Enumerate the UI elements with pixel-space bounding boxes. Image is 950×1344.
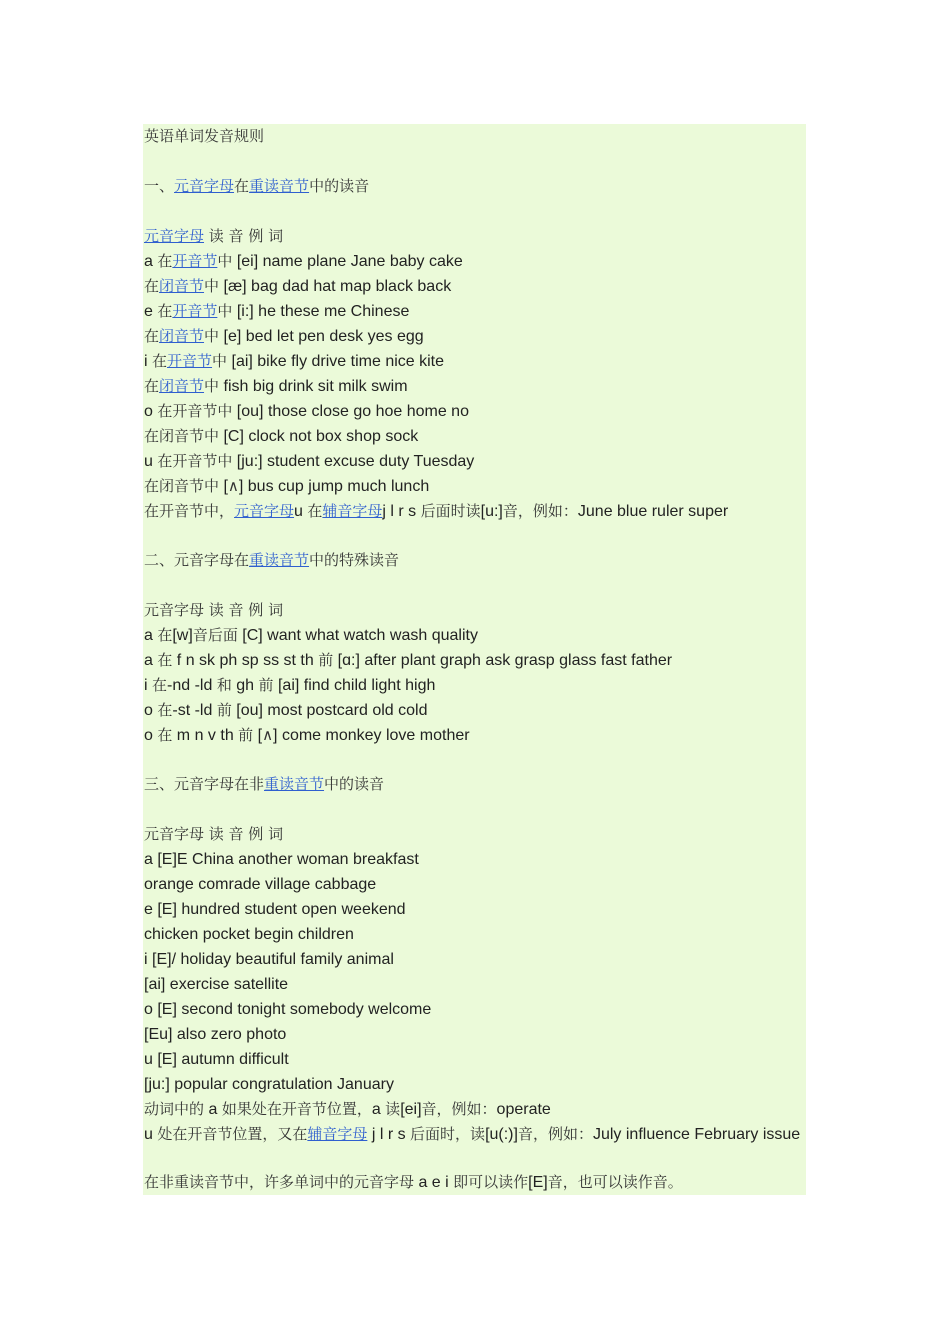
- text-span: [E]: [528, 1174, 548, 1191]
- rule-a-closed: [144, 274, 806, 299]
- text-span: u [E] autumn difficult: [144, 1051, 289, 1068]
- text-span: [w]: [172, 627, 193, 644]
- text-span: 在开音节中: [157, 452, 233, 470]
- text-span: orange comrade village cabbage: [144, 876, 377, 893]
- hyperlink[interactable]: 辅音字母: [322, 502, 383, 520]
- text-span: j l r s: [382, 503, 421, 520]
- text-span: 音，例如：: [517, 1125, 593, 1143]
- text-span: 读: [385, 1100, 401, 1118]
- text-span: [ou] most postcard old cold: [231, 702, 428, 719]
- text-span: 在: [157, 302, 173, 320]
- text-span: [ai] exercise satellite: [144, 976, 289, 993]
- text-span: m n v th: [172, 727, 239, 744]
- text-span: 前: [238, 726, 254, 744]
- text-span: a e i: [414, 1174, 454, 1191]
- text-span: -nd -ld: [167, 677, 217, 694]
- text-span: [ɑ:] after plant graph ask grasp glass fast father: [333, 652, 673, 669]
- rule-i-closed: [144, 374, 806, 399]
- note-aei: [144, 1170, 806, 1195]
- text-span: -st -ld: [172, 702, 217, 719]
- rule-e-open: [144, 299, 806, 324]
- text-span: 中: [204, 327, 220, 345]
- text-span: ∧: [227, 477, 239, 495]
- text-span: 动词中的: [144, 1100, 205, 1118]
- text-span: ] bus cup jump much lunch: [238, 478, 430, 495]
- text-span: [u(:)]: [485, 1126, 518, 1143]
- rule-o-before-st-ld: [144, 698, 806, 723]
- text-span: 在闭音节中: [144, 427, 220, 445]
- text-span: 处在开音节位置，又在: [157, 1125, 308, 1143]
- unstressed-a: [144, 847, 806, 872]
- rule-e-closed: [144, 324, 806, 349]
- text-span: [ei] name plane Jane baby cake: [232, 253, 463, 270]
- hyperlink[interactable]: 元音字母: [174, 177, 235, 195]
- text-span: a: [144, 627, 158, 644]
- text-span: 在: [152, 676, 168, 694]
- text-span: [: [219, 478, 228, 495]
- rule-a-before-cluster: [144, 648, 806, 673]
- text-span: [ai] bike fly drive time nice kite: [227, 353, 445, 370]
- unstressed-i: [144, 947, 806, 972]
- rule-a-open: [144, 249, 806, 274]
- text-span: a: [371, 1101, 386, 1118]
- text-span: [æ] bag dad hat map black back: [219, 278, 452, 295]
- text-span: 在开音节中: [157, 402, 233, 420]
- text-span: 前: [258, 676, 274, 694]
- text-span: ] come monkey love mother: [273, 727, 470, 744]
- text-span: 前: [216, 701, 232, 719]
- text-span: [C] want what watch wash quality: [237, 627, 478, 644]
- rule-o-before-mnvth: [144, 723, 806, 748]
- hyperlink[interactable]: 重读音节: [249, 177, 310, 195]
- text-span: 在开音节中，: [144, 502, 235, 520]
- text-span: 音，例如：: [421, 1100, 497, 1118]
- vowel-table-header-1: [144, 224, 806, 249]
- text-span: 中的读音: [309, 177, 370, 195]
- document-title: 英语单词发音规则: [144, 127, 265, 145]
- text-span: f n sk ph sp ss st th: [172, 652, 319, 669]
- hyperlink[interactable]: 重读音节: [249, 551, 310, 569]
- text-span: 在闭音节中: [144, 477, 220, 495]
- hyperlink[interactable]: 元音字母: [144, 227, 205, 245]
- text-span: e: [144, 303, 158, 320]
- text-span: [ei]: [400, 1101, 422, 1118]
- text-span: 中: [217, 252, 233, 270]
- text-span: 和: [216, 676, 232, 694]
- rule-o-open: [144, 399, 806, 424]
- text-span: [ai] find child light high: [273, 677, 436, 694]
- text-span: o: [144, 702, 158, 719]
- text-span: 读 音 例 词: [204, 227, 284, 245]
- text-span: 元音字母 读 音 例 词: [144, 601, 284, 619]
- text-span: a: [204, 1101, 222, 1118]
- unstressed-o: [144, 997, 806, 1022]
- hyperlink[interactable]: 闭音节: [159, 327, 205, 345]
- text-span: 在: [307, 502, 323, 520]
- text-span: j l r s: [367, 1126, 411, 1143]
- text-span: 一、: [144, 177, 175, 195]
- hyperlink[interactable]: 开音节: [172, 252, 218, 270]
- text-span: [i:] he these me Chinese: [232, 303, 410, 320]
- text-span: 后面时读: [420, 502, 481, 520]
- hyperlink[interactable]: 闭音节: [159, 277, 205, 295]
- text-span: [Eu] also zero photo: [144, 1026, 287, 1043]
- text-span: a [E]E China another woman breakfast: [144, 851, 419, 868]
- text-span: 中: [212, 352, 228, 370]
- text-span: 三、元音字母在非: [144, 775, 265, 793]
- unstressed-o-eu: [144, 1022, 806, 1047]
- text-span: 在: [157, 701, 173, 719]
- text-span: 后面时，读: [410, 1125, 486, 1143]
- document-page: [143, 124, 806, 1195]
- rule-a-after-w: [144, 623, 806, 648]
- heading-section-1: [144, 174, 806, 199]
- text-span: chicken pocket begin children: [144, 926, 354, 943]
- rule-i-before-nd-ld-gh: [144, 673, 806, 698]
- text-span: [C] clock not box shop sock: [219, 428, 419, 445]
- text-span: 在: [157, 651, 173, 669]
- text-span: 在: [144, 327, 160, 345]
- rule-u-open: [144, 449, 806, 474]
- hyperlink[interactable]: 重读音节: [264, 775, 325, 793]
- note-verb-a: [144, 1097, 806, 1122]
- text-span: 中: [217, 302, 233, 320]
- unstressed-e-cont: [144, 922, 806, 947]
- text-span: 元音字母 读 音 例 词: [144, 825, 284, 843]
- text-span: [ju:] student excuse duty Tuesday: [232, 453, 475, 470]
- text-span: ∧: [262, 726, 274, 744]
- unstressed-u-ju: [144, 1072, 806, 1097]
- vowel-table-header-2: [144, 598, 806, 623]
- text-span: 中: [204, 377, 220, 395]
- text-span: June blue ruler super: [577, 503, 729, 520]
- text-span: 在: [157, 726, 173, 744]
- text-span: [e] bed let pen desk yes egg: [219, 328, 424, 345]
- text-span: 中: [204, 277, 220, 295]
- text-span: 在非重读音节中，许多单词中的元音字母: [144, 1173, 415, 1191]
- text-span: 如果处在开音节位置，: [221, 1100, 372, 1118]
- rule-i-open: [144, 349, 806, 374]
- text-span: 在: [144, 377, 160, 395]
- hyperlink[interactable]: 辅音字母: [307, 1125, 368, 1143]
- text-span: 音后面: [192, 626, 238, 644]
- text-span: e [E] hundred student open weekend: [144, 901, 406, 918]
- text-span: 二、元音字母在: [144, 551, 250, 569]
- text-span: 即可以读作: [453, 1173, 529, 1191]
- unstressed-a-cont: [144, 872, 806, 897]
- text-span: 在: [157, 626, 173, 644]
- hyperlink[interactable]: 开音节: [172, 302, 218, 320]
- text-span: o: [144, 727, 158, 744]
- text-span: i [E]/ holiday beautiful family animal: [144, 951, 394, 968]
- text-span: fish big drink sit milk swim: [219, 378, 408, 395]
- unstressed-e: [144, 897, 806, 922]
- text-span: u: [144, 453, 158, 470]
- text-span: u: [294, 503, 308, 520]
- text-span: 音，例如：: [502, 502, 578, 520]
- text-span: [ju:] popular congratulation January: [144, 1076, 394, 1093]
- heading-section-3: [144, 772, 806, 797]
- text-span: [u:]: [480, 503, 503, 520]
- vowel-table-header-3: [144, 822, 806, 847]
- text-span: i: [144, 677, 152, 694]
- rule-u-closed: [144, 474, 806, 499]
- text-span: 前: [318, 651, 334, 669]
- text-span: 在: [144, 277, 160, 295]
- text-span: [: [253, 727, 263, 744]
- rule-o-closed: [144, 424, 806, 449]
- text-span: o: [144, 403, 158, 420]
- text-span: u: [144, 1126, 158, 1143]
- note-u-consonants: [144, 1122, 806, 1172]
- hyperlink[interactable]: 元音字母: [234, 502, 295, 520]
- text-span: 音，也可以读作音。: [547, 1173, 683, 1191]
- unstressed-u: [144, 1047, 806, 1072]
- text-span: i: [144, 353, 152, 370]
- text-span: operate: [496, 1101, 551, 1118]
- text-span: a: [144, 253, 158, 270]
- text-span: gh: [231, 677, 259, 694]
- hyperlink[interactable]: 开音节: [167, 352, 213, 370]
- text-span: o [E] second tonight somebody welcome: [144, 1001, 432, 1018]
- hyperlink[interactable]: 闭音节: [159, 377, 205, 395]
- text-span: 中的读音: [324, 775, 385, 793]
- heading-section-2: [144, 548, 806, 573]
- rule-u-after-consonants: [144, 499, 806, 524]
- text-span: 在: [152, 352, 168, 370]
- text-span: 中的特殊读音: [309, 551, 400, 569]
- text-span: July influence February issue: [592, 1126, 801, 1143]
- text-span: [ou] those close go hoe home no: [232, 403, 469, 420]
- text-span: a: [144, 652, 158, 669]
- unstressed-i-ai: [144, 972, 806, 997]
- text-span: 在: [157, 252, 173, 270]
- text-span: 在: [234, 177, 250, 195]
